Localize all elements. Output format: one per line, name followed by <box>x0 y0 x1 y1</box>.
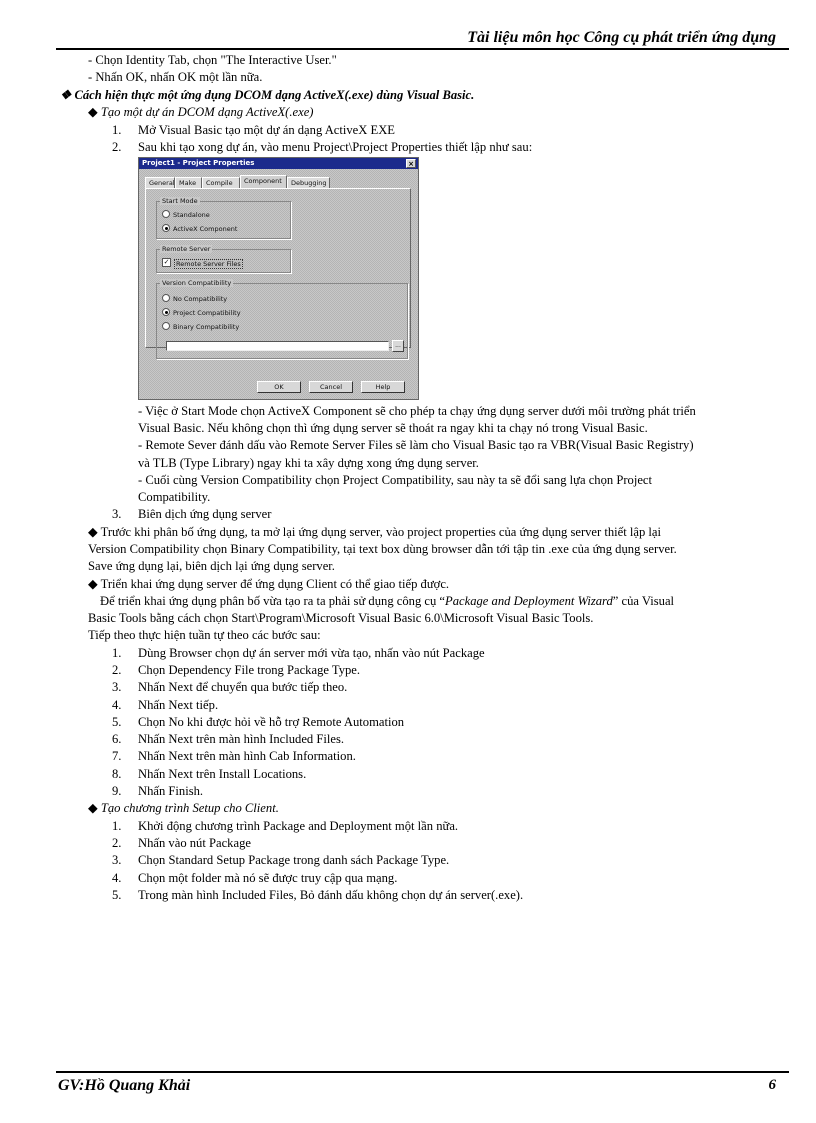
explanation-line: - Remote Sever đánh dấu vào Remote Server Files sẽ làm cho Visual Basic tạo ra VBR(Visual Basic Registry) <box>138 438 694 452</box>
radio-icon <box>162 210 170 218</box>
subsection-title: Tạo chương trình Setup cho Client. <box>100 801 279 815</box>
list-item: 3. Chọn Standard Setup Package trong danh sách Package Type. <box>112 853 450 867</box>
list-item: 2. Nhấn vào nút Package <box>112 836 251 850</box>
radio-binary-compatibility[interactable]: Binary Compatibility <box>162 323 239 332</box>
component-panel <box>145 188 411 348</box>
paragraph-line: Để triển khai ứng dụng phân bố vừa tạo ra ta phải sử dụng công cụ “Package and Deployment Wizard” của Visual <box>100 594 675 608</box>
paragraph-line: Save ứng dụng lại, biên dịch lại ứng dụng server. <box>88 559 335 573</box>
footer-author: GV:Hồ Quang Khải <box>58 1077 191 1094</box>
list-item: 6. Nhấn Next trên màn hình Included Files. <box>112 732 345 746</box>
list-text: Mở Visual Basic tạo một dự án dạng ActiveX EXE <box>138 123 395 137</box>
section-heading-text: Cách hiện thực một ứng dụng DCOM dạng ActiveX(.exe) dùng Visual Basic. <box>74 88 475 102</box>
help-button[interactable]: Help <box>361 381 405 393</box>
footer-rule <box>56 1071 789 1073</box>
page-number: 6 <box>768 1077 776 1093</box>
explanation-line: - Việc ở Start Mode chọn ActiveX Component sẽ cho phép ta chạy ứng dụng server dưới môi trường phát triển <box>138 404 696 418</box>
close-icon[interactable]: × <box>406 159 416 168</box>
radio-selected-icon <box>162 308 170 316</box>
explanation-line: - Cuối cùng Version Compatibility chọn Project Compatibility, sau này ta sẽ đổi sang lựa chọn Project <box>138 473 652 487</box>
list-item: 9. Nhấn Finish. <box>112 784 204 798</box>
tab-general[interactable]: General <box>145 177 175 188</box>
list-item: 4. Chọn một folder mà nó sẽ được truy cập qua mạng. <box>112 871 398 885</box>
dialog-title: Project1 - Project Properties <box>142 159 255 167</box>
radio-icon <box>162 294 170 302</box>
header-title: Tài liệu môn học Công cụ phát triển ứng dụng <box>467 29 776 46</box>
list-item: 1. Dùng Browser chọn dự án server mới vừa tạo, nhấn vào nút Package <box>112 646 485 660</box>
list-number: 3. <box>112 507 122 521</box>
bullet-icon: ◆ <box>88 105 98 119</box>
list-item: 8. Nhấn Next trên Install Locations. <box>112 767 307 781</box>
project-properties-dialog <box>138 157 419 400</box>
dialog-titlebar <box>139 158 418 169</box>
list-text: Biên dịch ứng dụng server <box>138 507 272 521</box>
list-item <box>112 506 271 523</box>
intro-line: - Chọn Identity Tab, chọn "The Interactive User." <box>88 53 337 67</box>
remote-server-files-checkbox[interactable]: ✓ Remote Server Files <box>163 258 241 268</box>
start-mode-label: Start Mode <box>162 197 198 205</box>
browse-button[interactable]: ... <box>392 340 404 352</box>
list-item: 5. Chọn No khi được hỏi về hỗ trợ Remote Automation <box>112 715 405 729</box>
subsection-heading <box>88 104 313 121</box>
list-item <box>112 122 395 139</box>
radio-selected-icon <box>162 224 170 232</box>
list-item: 4. Nhấn Next tiếp. <box>112 698 219 712</box>
list-item: 1. Khởi động chương trình Package and Deployment một lần nữa. <box>112 819 459 833</box>
checkbox-checked-icon: ✓ <box>163 258 170 266</box>
list-number: 2. <box>112 140 122 154</box>
list-item: 2. Chọn Dependency File trong Package Type. <box>112 663 361 677</box>
tab-make[interactable]: Make <box>175 177 202 188</box>
tool-name: Package and Deployment Wizard <box>445 594 613 608</box>
deploy-heading: ◆ Triển khai ứng dụng server để ứng dụng Client có thể giao tiếp được. <box>88 577 450 591</box>
explanation-line: Visual Basic. Nếu không chọn thì ứng dụng server sẽ thoát ra ngay khi ta chạy nó trong Visual Basic. <box>138 421 648 435</box>
radio-icon <box>162 322 170 330</box>
version-compat-label: Version Compatibility <box>162 279 232 287</box>
ok-button[interactable]: OK <box>257 381 301 393</box>
radio-no-compatibility[interactable]: No Compatibility <box>162 295 227 304</box>
list-item: 7. Nhấn Next trên màn hình Cab Information. <box>112 749 356 763</box>
cancel-button[interactable]: Cancel <box>309 381 353 393</box>
list-item: 3. Nhấn Next để chuyển qua bước tiếp theo. <box>112 680 348 694</box>
compat-path-input[interactable] <box>166 341 389 351</box>
subsection-title: Tạo một dự án DCOM dạng ActiveX(.exe) <box>100 105 314 119</box>
subsection-heading <box>88 800 279 817</box>
bullet-icon: ◆ <box>88 801 98 815</box>
tab-component[interactable]: Component <box>240 175 287 188</box>
paragraph-line: Tiếp theo thực hiện tuần tự theo các bước sau: <box>88 628 321 642</box>
list-number: 1. <box>112 123 122 137</box>
remote-server-label: Remote Server <box>162 245 211 253</box>
tab-compile[interactable]: Compile <box>202 177 240 188</box>
radio-project-compatibility[interactable]: Project Compatibility <box>162 309 241 318</box>
radio-standalone[interactable]: Standalone <box>162 211 210 220</box>
paragraph-line: Basic Tools bằng cách chọn Start\Program\Microsoft Visual Basic 6.0\Microsoft Visual Basic Tools. <box>88 611 594 625</box>
paragraph-line: ◆ Trước khi phân bố ứng dụng, ta mở lại ứng dụng server, vào project properties của ứng dụng server thiết lập lại <box>88 525 662 539</box>
list-item: 5. Trong màn hình Included Files, Bỏ đánh dấu không chọn dự án server(.exe). <box>112 888 524 902</box>
header-rule <box>56 48 789 50</box>
intro-line: - Nhấn OK, nhấn OK một lần nữa. <box>88 70 263 84</box>
section-heading <box>60 87 474 104</box>
explanation-line: và TLB (Type Library) ngay khi ta xây dựng xong ứng dụng server. <box>138 456 479 470</box>
explanation-line: Compatibility. <box>138 490 211 504</box>
paragraph-line: Version Compatibility chọn Binary Compatibility, tại text box dùng browser dẫn tới tập tin .exe của ứng dụng server. <box>88 542 677 556</box>
tab-debugging[interactable]: Debugging <box>287 177 330 188</box>
radio-activex-component[interactable]: ActiveX Component <box>162 225 237 234</box>
list-text: Sau khi tạo xong dự án, vào menu Project\Project Properties thiết lập như sau: <box>138 140 533 154</box>
list-item <box>112 139 532 156</box>
diamond-bullet-icon: ❖ <box>60 88 72 102</box>
